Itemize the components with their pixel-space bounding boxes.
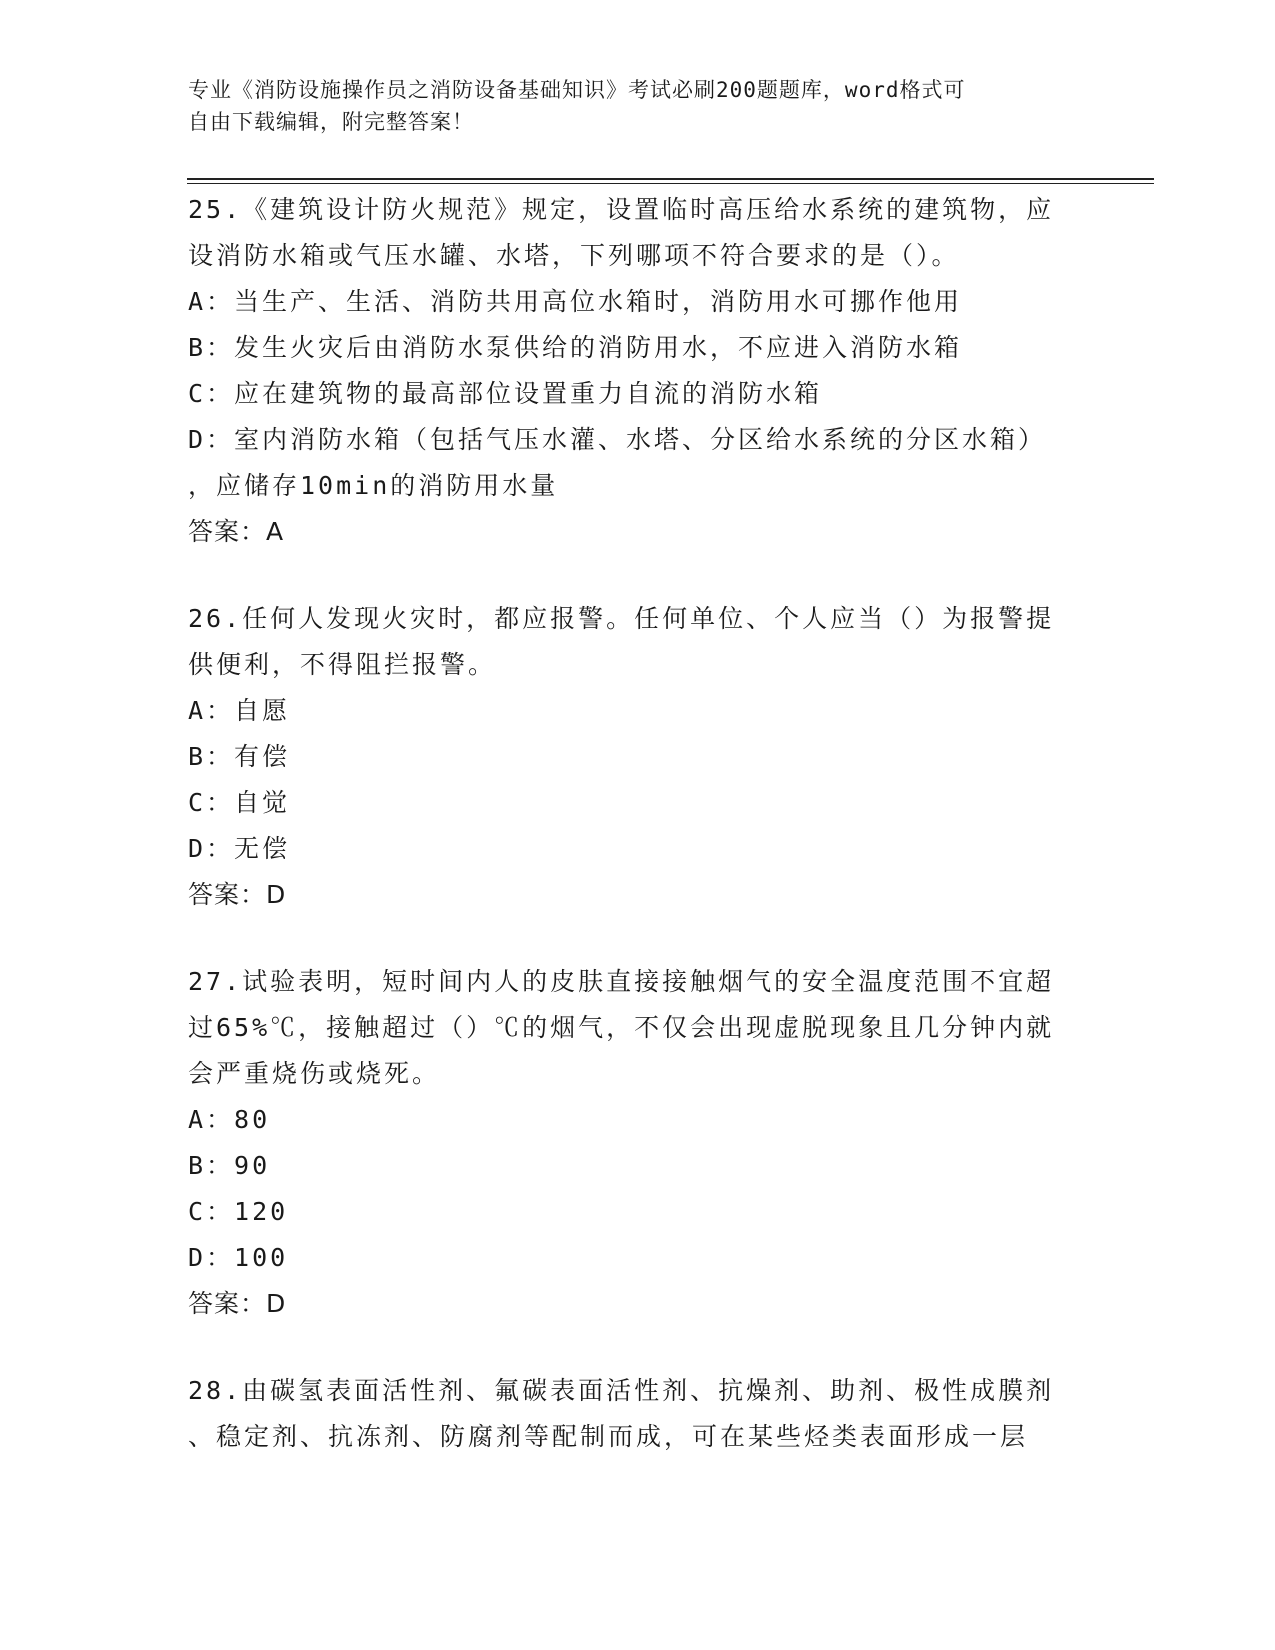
answer-label: 答案：A [188, 517, 285, 546]
question-26 [188, 596, 1088, 918]
option-c: C：应在建筑物的最高部位设置重力自流的消防水箱 [188, 379, 823, 408]
answer-label: 答案：D [188, 1289, 287, 1318]
question-text-line: 过65%℃，接触超过（）℃的烟气，不仅会出现虚脱现象且几分钟内就 [188, 1013, 1055, 1042]
option-a: A：自愿 [188, 696, 291, 725]
question-text-line: 25.《建筑设计防火规范》规定，设置临时高压给水系统的建筑物，应 [188, 195, 1055, 224]
question-list [188, 187, 1088, 1460]
option-d: D：室内消防水箱（包括气压水灌、水塔、分区给水系统的分区水箱） [188, 425, 1047, 454]
question-27 [188, 959, 1088, 1327]
option-c: C：120 [188, 1197, 289, 1226]
option-a: A：当生产、生活、消防共用高位水箱时，消防用水可挪作他用 [188, 287, 963, 316]
answer-label: 答案：D [188, 880, 287, 909]
question-28 [188, 1368, 1088, 1460]
header-line-2: 自由下载编辑，附完整答案！ [188, 110, 474, 134]
document-header [188, 74, 1068, 138]
question-text-line: 、稳定剂、抗冻剂、防腐剂等配制而成，可在某些烃类表面形成一层 [188, 1422, 1029, 1451]
header-divider-thick [187, 178, 1154, 180]
header-divider-thin [187, 183, 1154, 184]
question-text-line: 会严重烧伤或烧死。 [188, 1059, 441, 1088]
question-text-line: 供便利，不得阻拦报警。 [188, 650, 497, 679]
option-b: B：发生火灾后由消防水泵供给的消防用水，不应进入消防水箱 [188, 333, 963, 362]
option-d: D：100 [188, 1243, 289, 1272]
question-text-line: 设消防水箱或气压水罐、水塔，下列哪项不符合要求的是（）。 [188, 241, 960, 270]
question-text-line: 27.试验表明，短时间内人的皮肤直接接触烟气的安全温度范围不宜超 [188, 967, 1055, 996]
option-b: B：90 [188, 1151, 271, 1180]
option-d-continued: ，应储存10min的消防用水量 [188, 471, 559, 500]
option-d: D：无偿 [188, 834, 291, 863]
option-a: A：80 [188, 1105, 271, 1134]
option-b: B：有偿 [188, 742, 291, 771]
option-c: C：自觉 [188, 788, 291, 817]
question-text-line: 28.由碳氢表面活性剂、氟碳表面活性剂、抗燥剂、助剂、极性成膜剂 [188, 1376, 1055, 1405]
header-line-1: 专业《消防设施操作员之消防设备基础知识》考试必刷200题题库，word格式可 [188, 78, 966, 102]
question-25 [188, 187, 1088, 555]
question-text-line: 26.任何人发现火灾时，都应报警。任何单位、个人应当（）为报警提 [188, 604, 1055, 633]
